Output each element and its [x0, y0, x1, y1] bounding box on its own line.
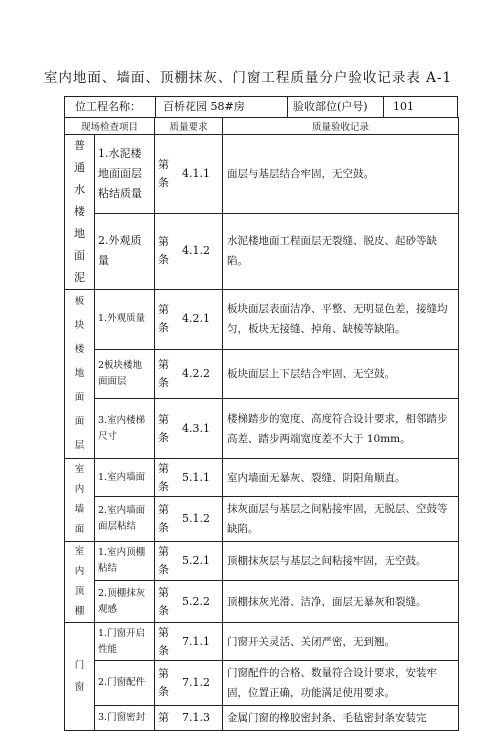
col-requirement: 质量要求 [155, 118, 223, 135]
record-cell: 楼梯踏步的宽度、高度符合设计要求，相邻踏步高差、踏步两端宽度差不大于 10mm。 [223, 399, 459, 459]
requirement-cell: 第条 4.3.1 [155, 399, 223, 459]
project-value: 百桥花园 58#房 [163, 100, 245, 113]
unit-value: 101 [393, 100, 414, 113]
item-cell: 1.外观质量 [95, 290, 155, 350]
table-row [65, 459, 459, 497]
item-cell: 2.顶棚抹灰观感 [95, 581, 155, 623]
requirement-cell: 第条 7.1.1 [155, 623, 223, 661]
record-cell: 板块面层上下层结合牢固、无空鼓。 [223, 349, 459, 398]
record-cell: 金属门窗的橡胶密封条、毛毡密封条安装完 [223, 706, 459, 731]
item-cell: 1.室内顶棚粘结 [95, 542, 155, 581]
table-row [65, 135, 459, 214]
item-cell: 3.门窗密封 [95, 706, 155, 731]
requirement-cell: 第条 5.1.1 [155, 459, 223, 497]
requirement-cell: 第条 5.2.1 [155, 542, 223, 581]
table-row [65, 349, 459, 398]
col-inspect: 现场检查项目 [65, 118, 155, 135]
item-cell: 1.门窗开启性能 [95, 623, 155, 661]
table-row [65, 581, 459, 623]
unit-label: 验收部位(户号) [293, 100, 368, 113]
record-cell: 门窗开关灵活、关闭严密，无到翘。 [223, 623, 459, 661]
table-row [65, 542, 459, 581]
record-cell: 板块面层表面洁净、平整、无明显色差，接缝均匀，板块无接缝、掉角、缺棱等缺陷。 [223, 290, 459, 350]
requirement-cell: 第条 7.1.2 [155, 661, 223, 706]
category-cell: 板块楼地面面层 [65, 290, 95, 459]
requirement-cell: 第 7.1.3 [155, 706, 223, 731]
item-cell: 1.水泥楼地面面层粘结质量 [95, 135, 155, 214]
table-row [65, 399, 459, 459]
record-cell: 顶棚抹灰层与基层之间粘接牢固，无空鼓。 [223, 542, 459, 581]
table-row [65, 623, 459, 661]
document-title: 室内地面、墙面、顶棚抹灰、门窗工程质量分户验收记录表 A-1 [43, 70, 453, 86]
table-row [65, 706, 459, 731]
col-record: 质量验收记录 [223, 118, 459, 135]
item-cell: 3.室内楼梯尺寸 [95, 399, 155, 459]
table-row [65, 290, 459, 350]
category-cell: 室内顶棚 [65, 542, 95, 623]
category-cell: 普通水楼地面泥 [65, 135, 95, 290]
record-cell: 室内墙面无暴灰、裂缝、阴阳角顺直。 [223, 459, 459, 497]
item-cell: 2.门窗配件 [95, 661, 155, 706]
record-cell: 门窗配件的合格、数量符合设计要求，安装牢固，位置正确，功能满足使用要求。 [223, 661, 459, 706]
item-cell: 2.外观质量 [95, 213, 155, 289]
item-cell: 2板块楼地面面层 [95, 349, 155, 398]
record-cell: 水泥楼地面工程面层无裂缝、脱皮、起砂等缺陷。 [223, 213, 459, 289]
project-label: 位工程名称： [75, 100, 141, 113]
requirement-cell: 第条 4.1.2 [155, 213, 223, 289]
requirement-cell: 第条 5.1.2 [155, 497, 223, 542]
table-row [65, 497, 459, 542]
category-cell: 室内墙面 [65, 459, 95, 542]
requirement-cell: 第条 4.2.2 [155, 349, 223, 398]
requirement-cell: 第条 4.2.1 [155, 290, 223, 350]
record-cell: 面层与基层结合牢固，无空鼓。 [223, 135, 459, 214]
requirement-cell: 第条 4.1.1 [155, 135, 223, 214]
record-cell: 抹灰面层与基层之间粘接牢固，无脱层、空鼓等缺陷。 [223, 497, 459, 542]
table-row [65, 661, 459, 706]
requirement-cell: 第条 5.2.2 [155, 581, 223, 623]
column-header-row [65, 118, 459, 135]
item-cell: 1.室内墙面 [95, 459, 155, 497]
item-cell: 2.室内墙面面层粘结 [95, 497, 155, 542]
record-cell: 顶棚抹灰光滑、洁净，面层无暴灰和裂缝。 [223, 581, 459, 623]
inspection-table [64, 117, 459, 731]
category-cell: 门窗 [65, 623, 95, 731]
table-row [65, 213, 459, 289]
header-row [64, 96, 458, 118]
